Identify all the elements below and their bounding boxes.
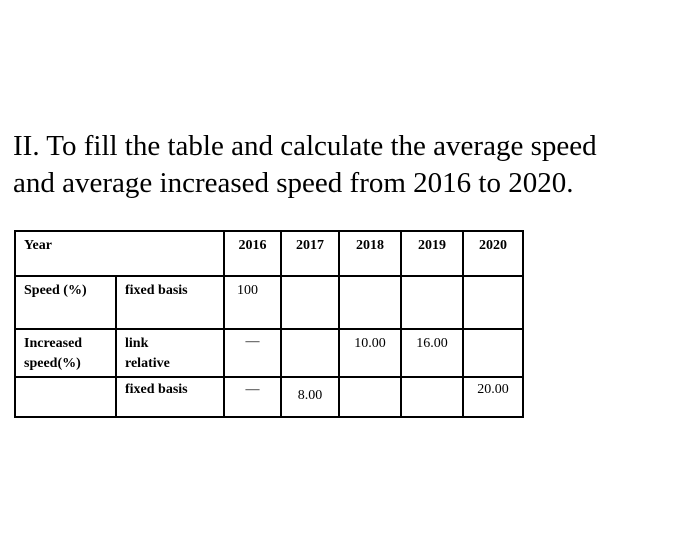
speed-label-cell: Speed (%) <box>15 276 116 329</box>
table-row-increased-link <box>15 329 523 377</box>
speed-cell-2019 <box>401 276 463 329</box>
increased-label-cell: Increased speed(%) <box>15 329 116 377</box>
fixed-cell-2017: 8.00 <box>281 377 339 417</box>
speed-table <box>14 230 524 418</box>
link-cell-2016: — <box>224 329 281 377</box>
year-cell-2017: 2017 <box>281 231 339 276</box>
fixed-basis-label-cell: fixed basis <box>116 377 224 417</box>
speed-cell-2016: 100 <box>224 276 281 329</box>
link-cell-2017 <box>281 329 339 377</box>
year-cell-2016: 2016 <box>224 231 281 276</box>
increased-label-cell-continued <box>15 377 116 417</box>
link-cell-2020 <box>463 329 523 377</box>
fixed-cell-2020: 20.00 <box>463 377 523 417</box>
speed-cell-2017 <box>281 276 339 329</box>
link-cell-2019: 16.00 <box>401 329 463 377</box>
link-cell-2018: 10.00 <box>339 329 401 377</box>
speed-sublabel-cell: fixed basis <box>116 276 224 329</box>
speed-cell-2020 <box>463 276 523 329</box>
question-line-2: and average increased speed from 2016 to 2020. <box>13 167 574 199</box>
year-label: Year <box>24 238 52 253</box>
fixed-cell-2019 <box>401 377 463 417</box>
link-relative-label-cell: link relative <box>116 329 224 377</box>
year-cell-2020: 2020 <box>463 231 523 276</box>
fixed-cell-2018 <box>339 377 401 417</box>
year-cell-2019: 2019 <box>401 231 463 276</box>
table-row-increased-fixed <box>15 377 523 417</box>
speed-cell-2018 <box>339 276 401 329</box>
question-line-1: II. To fill the table and calculate the average speed <box>13 130 597 162</box>
question-text <box>13 128 673 202</box>
table-row-speed <box>15 276 523 329</box>
year-header-cell <box>15 231 224 276</box>
fixed-cell-2016: — <box>224 377 281 417</box>
table-row-year <box>15 231 523 276</box>
year-cell-2018: 2018 <box>339 231 401 276</box>
